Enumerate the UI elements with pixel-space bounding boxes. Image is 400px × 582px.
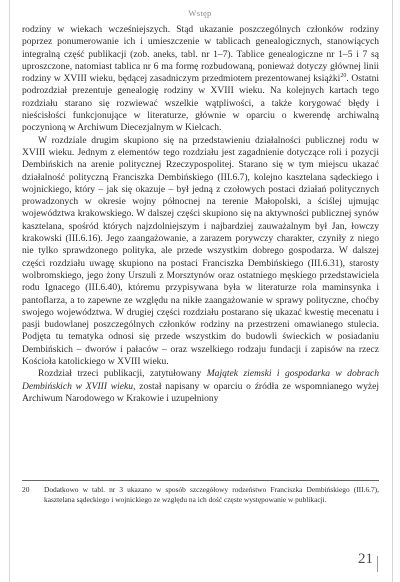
running-header: Wstęp [188,8,212,18]
footnotes [22,480,379,504]
footnote-ref: 20 [340,73,347,80]
footnote-number: 20 [22,485,30,494]
page-number-rule [377,556,378,572]
footnote-20 [22,485,379,504]
text-run: Rozdział trzeci publikacji, zatytułowany [38,368,207,380]
paragraph-2 [22,135,379,369]
paragraph-3 [22,368,379,405]
body-text [22,24,379,405]
text-run: , został napisany w oparciu o źródła ze wspomnianego wyżej Archiwum Narodowego w Krakowie i uzupełniony [22,380,379,404]
text-run: W rozdziale drugim skupiono się na przedstawieniu działalności publicznej rodu w XVIII wieku. Jednym z elementów tego rozdziału jest zagadnienie dotyczące roli i pozycji Dembińskich na arenie politycznej Rzeczypospolitej. Starano się w tym miejscu ukazać działalność polityczną Franciszka Dembińskiego (III.6.7), kolejno kasztelana sądeckiego i wojnickiego, który – jak się okazuje – był jedną z czołowych postaci działań politycznych prowadzonych w okresie wojny północnej na terenie Małopolski, a ściślej ujmując województwa krakowskiego. W dalszej części skupiono się na aktywności publicznej synów kasztelana, spośród których najzdolniejszym i najbardziej zauważalnym był Jan, łowczy krakowski (III.6.16). Jego zaangażowanie, a zarazem porywczy charakter, czyniły z niego nie tylko sprawdzonego polityka, ale przede wszystkim dobrego gospodarza. W dalszej części rozdziału uwagę skupiono na postaci Franciszka Dembińskiego (III.6.31), starosty wolbromskiego, jego żony Urszuli z Morsztynów oraz ostatniego męskiego przedstawiciela rodu Ignacego (III.6.40), któremu przypisywana była w literaturze rola maminsynka i pantoflarza, a to zapewne ze względu na nikłe zaangażowanie w sprawy polityczne, choćby swojego województwa. W drugiej części rozdziału postarano się ukazać kwestię mecenatu i pasji budowlanej poszczególnych członków rodziny na przestrzeni omawianego stulecia. Podjęta tu tematyka odnosi się przede wszystkim do budowli świeckich w posiadaniu Dembińskich – dworów i pałaców – oraz wszelkiego rodzaju fundacji i zapisów na rzecz Kościoła katolickiego w XVIII wieku. [22,134,379,368]
footnote-text: Dodatkowo w tabl. nr 3 ukazano w sposób szczegółowy rodzeństwo Franciszka Dembińskiego (III.6.7), kasztelana sądeckiego i wojnickiego ze względu na ich dość częste występowanie w publikacji. [44,485,379,504]
italic-title: Majątek ziemski i gospodarka w dobrach Dembińskich w XVIII wieku [22,368,380,392]
text-run: rodziny w wiekach wcześniejszych. Stąd ukazanie poszczególnych członków rodziny poprzez ponumerowanie ich i umieszczenie w tablicach genealogicznych, stanowiących integralną część publikacji (zob. aneks, tabl. nr 1–7). Tablice genealogiczne nr 1–5 i 7 są uproszczone, natomiast tablica nr 6 ma formę rozbudowaną, ponieważ dotyczy głównej linii rodziny w XVIII wieku, będącej zasadniczym przedmiotem prezentowanej książki [22,24,379,85]
page-number: 21 [358,551,373,567]
paragraph-1 [22,24,379,135]
text-run: . Ostatni podrozdział prezentuje genealogię rodziny w XVIII wieku. Na kolejnych kartach tego rozdziału starano się rozwiewać wszelkie wątpliwości, a także korygować błędy i nieścisłości funkcjonujące w literaturze, głównie w oparciu o kwerendę archiwalną poczynioną w Archiwum Diecezjalnym w Kielcach. [22,73,379,134]
